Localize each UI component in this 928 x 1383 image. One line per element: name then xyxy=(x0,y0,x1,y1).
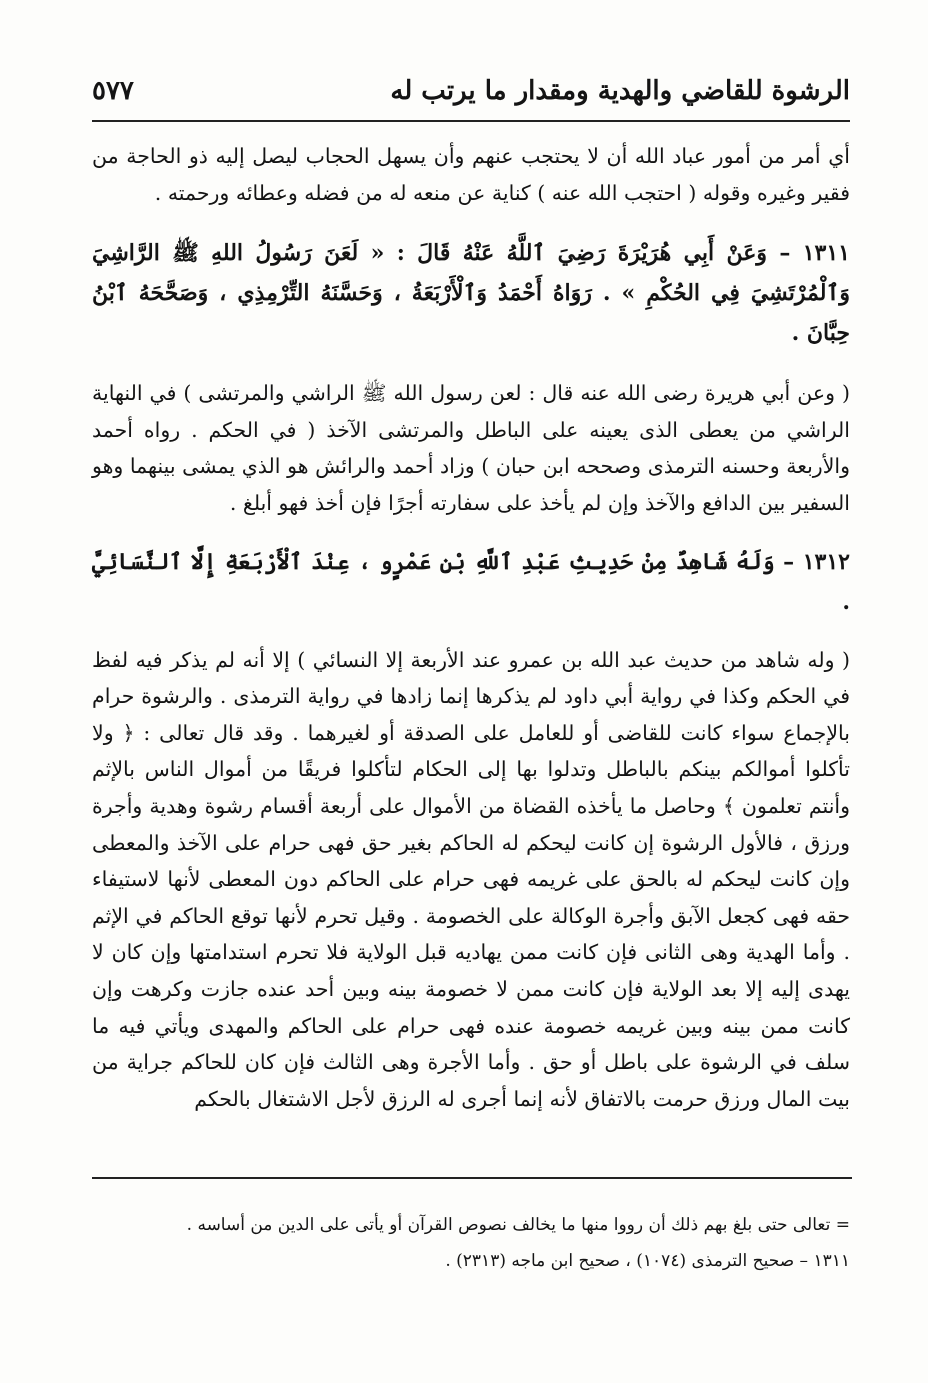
page-header xyxy=(92,74,850,120)
running-title: الرشوة للقاضي والهدية ومقدار ما يرتب له xyxy=(390,76,850,106)
commentary-1312: ( وله شاهد من حديث عبد الله بن عمرو عند الأربعة إلا النسائي ) إلا أنه لم يذكر فيه لفظ في الحكم وكذا في رواية أبي داود لم يذكرها إنما زادها في رواية الترمذى . والرشوة حرام بالإجماع سواء كانت للقاضى أو للعامل على الصدقة أو لغيرهما . وقد قال تعالى : ﴿ ولا تأكلوا أموالكم بينكم بالباطل وتدلوا بها إلى الحكام لتأكلوا فريقًا من أموال الناس بالإثم وأنتم تعلمون ﴾ وحاصل ما يأخذه القضاة من الأموال على أربعة أقسام رشوة وهدية وأجرة ورزق ، فالأول الرشوة إن كانت ليحكم له الحاكم بغير حق فهى حرام على الآخذ والمعطى وإن كانت ليحكم له بالحق على غريمه فهى حرام على الحاكم دون المعطى لأنها لاستيفاء حقه فهى كجعل الآبق وأجرة الوكالة على الخصومة . وقيل تحرم لأنها توقع الحاكم في الإثم . وأما الهدية وهى الثانى فإن كانت ممن يهاديه قبل الولاية فلا تحرم استدامتها وإن كان لا يهدى إليه إلا بعد الولاية فإن كانت ممن لا خصومة بينه وبين أحد عنده جازت وكرهت وإن كانت ممن بينه وبين غريمه خصومة عنده فهى حرام على الحاكم والمهدى ويأتي فيه ما سلف في الرشوة على باطل أو حق . وأما الأجرة وهى الثالث فإن كان للحاكم جراية من بيت المال ورزق حرمت بالاتفاق لأنه إنما أجرى له الرزق لأجل الاشتغال بالحكم xyxy=(92,647,850,1111)
main-text xyxy=(92,138,850,1117)
header-rule xyxy=(92,120,850,122)
footnote-1311: ١٣١١ – صحيح الترمذى (١٠٧٤) ، صحيح ابن ماجه (٢٣١٣) . xyxy=(445,1251,850,1271)
page-number: ٥٧٧ xyxy=(92,76,134,106)
footnote-continuation: = تعالى حتى بلغ بهم ذلك أن رووا منها ما يخالف نصوص القرآن أو يأتى على الدين من أساسه . xyxy=(186,1215,850,1235)
footnotes xyxy=(92,1207,850,1279)
hadith-1312: ١٣١٢ – وَلَهُ شَاهِدٌ مِنْ حَدِيثِ عَبْدِ ٱللَّهِ بْنِ عَمْرٍو ، عِنْدَ ٱلْأَرْبَعَةِ إِلَّا ٱلنَّسَائِيَّ . xyxy=(92,548,850,615)
hadith-1311: ١٣١١ – وَعَنْ أَبِي هُرَيْرَةَ رَضِيَ ٱللَّهُ عَنْهُ قَالَ : « لَعَنَ رَسُولُ اللهِ ﷺ الرَّاشِيَ وَٱلْمُرْتَشِيَ فِي الحُكْمِ » . رَوَاهُ أَحْمَدُ وَٱلْأَرْبَعَةُ ، وَحَسَّنَهُ التِّرْمِذِي ، وَصَحَّحَهُ ٱبْنُ حِبَّانَ . xyxy=(92,240,850,347)
commentary-1311: ( وعن أبي هريرة رضى الله عنه قال : لعن رسول الله ﷺ الراشي والمرتشى ) في النهاية الراشي من يعطى الذى يعينه على الباطل والمرتشى الآخذ ( في الحكم . رواه أحمد والأربعة وحسنه الترمذى وصححه ابن حبان ) وزاد أحمد والرائش هو الذي يمشى بينهما وهو السفير بين الدافع والآخذ وإن لم يأخذ على سفارته أجرًا فإن أخذ فهو أبلغ . xyxy=(92,381,850,515)
footnote-rule xyxy=(92,1177,852,1179)
paragraph-intro: أي أمر من أمور عباد الله أن لا يحتجب عنهم وأن يسهل الحجاب ليصل إليه ذو الحاجة من فقير وغيره وقوله ( احتجب الله عنه ) كناية عن منعه له من فضله وعطائه ورحمته . xyxy=(92,144,850,205)
